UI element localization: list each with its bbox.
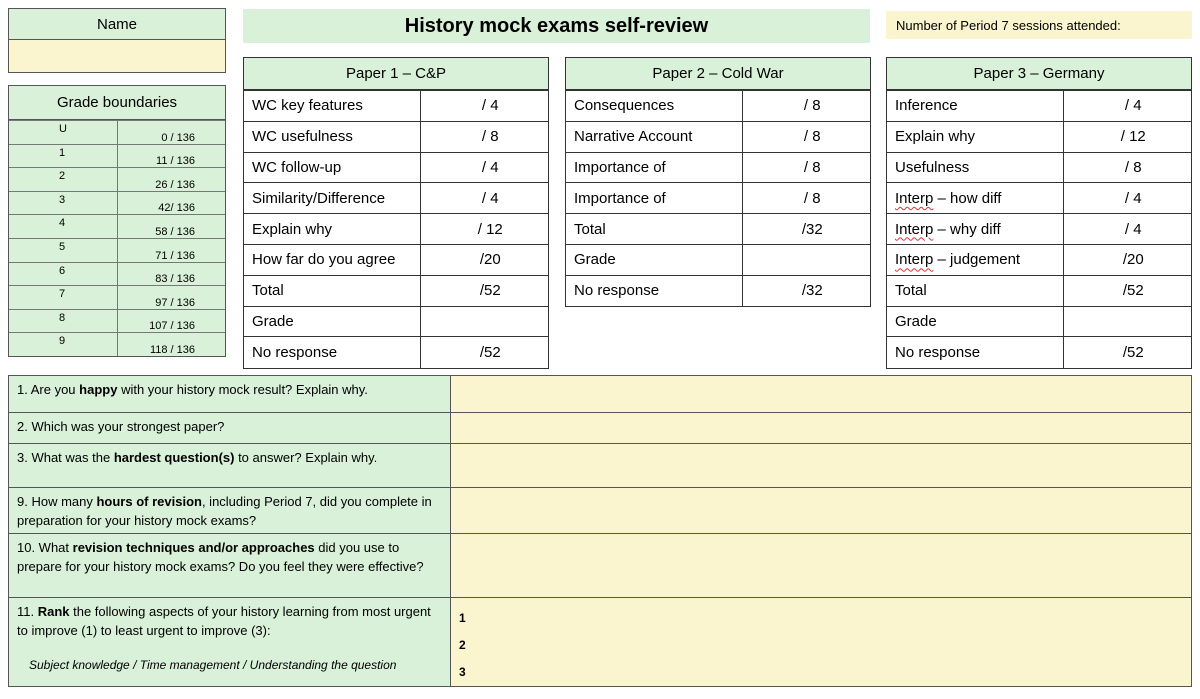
mark-cell[interactable]: /52	[1063, 275, 1191, 306]
grade-boundary-value: 0 / 136	[117, 121, 225, 145]
mark-cell[interactable]: / 12	[420, 214, 548, 245]
mark-cell[interactable]	[420, 306, 548, 337]
mark-cell[interactable]: /32	[742, 275, 870, 306]
grade-boundary-value: 107 / 136	[117, 309, 225, 333]
paper-row	[566, 152, 870, 183]
question-type-label: WC usefulness	[244, 121, 420, 152]
questions-table	[8, 375, 1192, 687]
question-type-label: Total	[887, 275, 1063, 306]
question-type-label: Explain why	[887, 121, 1063, 152]
paper-row	[887, 91, 1191, 122]
paper-row	[566, 244, 870, 275]
grade-boundary-row	[9, 286, 225, 310]
interp-suffix-label: – judgement	[933, 251, 1021, 269]
name-label: Name	[8, 8, 226, 40]
rank-1-label: 1	[459, 611, 466, 625]
mark-cell[interactable]: / 8	[742, 152, 870, 183]
grade-boundary-value: 97 / 136	[117, 286, 225, 310]
mark-cell[interactable]: / 8	[420, 121, 548, 152]
mark-cell[interactable]: / 4	[420, 152, 548, 183]
question-row-2	[9, 413, 1191, 444]
rank-2-label: 2	[459, 638, 466, 652]
paper-row	[887, 306, 1191, 337]
grade-boundaries-title: Grade boundaries	[9, 86, 225, 120]
question-11: 11. Rank the following aspects of your history learning from most urgent to improve (1) to least urgent to improve (3): Subject knowledge / Time management / Understanding the question	[9, 598, 451, 686]
question-type-label: Grade	[566, 244, 742, 275]
question-type-label: No response	[887, 337, 1063, 368]
question-type-label: Importance of	[566, 183, 742, 214]
mark-cell[interactable]: / 8	[742, 183, 870, 214]
question-3: 3. What was the hardest question(s) to answer? Explain why.	[9, 444, 451, 487]
paper-1-title: Paper 1 – C&P	[244, 58, 548, 90]
question-type-label: Narrative Account	[566, 121, 742, 152]
question-type-label: Inference	[887, 91, 1063, 122]
question-1: 1. Are you happy with your history mock result? Explain why.	[9, 376, 451, 412]
grade-boundary-row	[9, 309, 225, 333]
paper-row	[887, 183, 1191, 214]
paper-row	[566, 183, 870, 214]
question-type-label	[887, 244, 1063, 275]
grade-boundary-row	[9, 333, 225, 357]
paper-row	[244, 183, 548, 214]
paper-row	[887, 214, 1191, 245]
paper-row	[244, 91, 548, 122]
mark-cell[interactable]: / 8	[742, 121, 870, 152]
question-type-label: Similarity/Difference	[244, 183, 420, 214]
question-type-label: Explain why	[244, 214, 420, 245]
grade-boundary-row	[9, 121, 225, 145]
answer-11-field[interactable]	[451, 598, 1191, 686]
paper-row	[244, 121, 548, 152]
mark-cell[interactable]: / 8	[742, 91, 870, 122]
mark-cell[interactable]: /52	[1063, 337, 1191, 368]
question-row-9	[9, 488, 1191, 534]
grade-boundary-value: 11 / 136	[117, 144, 225, 168]
paper-row	[566, 275, 870, 306]
question-row-10	[9, 534, 1191, 598]
paper-row	[244, 214, 548, 245]
paper-row	[887, 152, 1191, 183]
paper-row	[244, 337, 548, 368]
grade-boundary-value: 83 / 136	[117, 262, 225, 286]
paper-row	[566, 91, 870, 122]
mark-cell[interactable]: /32	[742, 214, 870, 245]
rank-aspects: Subject knowledge / Time management / Understanding the question	[29, 658, 397, 672]
question-type-label	[887, 183, 1063, 214]
interp-suffix-label: – why diff	[933, 220, 1001, 238]
mark-cell[interactable]: /52	[420, 275, 548, 306]
question-type-label	[887, 214, 1063, 245]
interp-label: Interp	[895, 220, 934, 238]
paper-3-title: Paper 3 – Germany	[887, 58, 1191, 90]
grade-boundary-value: 71 / 136	[117, 238, 225, 262]
grade-boundary-row	[9, 215, 225, 239]
grade-boundary-value: 58 / 136	[117, 215, 225, 239]
mark-cell[interactable]: / 4	[420, 183, 548, 214]
question-10: 10. What revision techniques and/or approaches did you use to prepare for your history mock exams? Do you feel they were effective?	[9, 534, 451, 597]
question-type-label: No response	[244, 337, 420, 368]
grade-label: 5	[9, 238, 117, 262]
mark-cell[interactable]: /20	[1063, 244, 1191, 275]
mark-cell[interactable]: / 12	[1063, 121, 1191, 152]
grade-label: U	[9, 121, 117, 145]
grade-boundary-value: 118 / 136	[117, 333, 225, 357]
question-type-label: How far do you agree	[244, 244, 420, 275]
paper-row	[566, 121, 870, 152]
grade-boundary-row	[9, 262, 225, 286]
mark-cell[interactable]: / 4	[1063, 183, 1191, 214]
period7-sessions-field[interactable]: Number of Period 7 sessions attended:	[886, 11, 1192, 39]
grade-boundary-row	[9, 168, 225, 192]
question-row-11	[9, 598, 1191, 686]
paper-row	[244, 244, 548, 275]
question-type-label: Usefulness	[887, 152, 1063, 183]
question-type-label: Total	[244, 275, 420, 306]
answer-3-field[interactable]	[451, 444, 1191, 487]
grade-boundary-value: 26 / 136	[117, 168, 225, 192]
paper-2-table	[565, 57, 871, 307]
mark-cell[interactable]: / 4	[1063, 91, 1191, 122]
grade-label: 9	[9, 333, 117, 357]
grade-label: 4	[9, 215, 117, 239]
question-type-label: Importance of	[566, 152, 742, 183]
paper-row	[887, 244, 1191, 275]
answer-10-field[interactable]	[451, 534, 1191, 597]
paper-row	[566, 214, 870, 245]
grade-label: 6	[9, 262, 117, 286]
paper-2-title: Paper 2 – Cold War	[566, 58, 870, 90]
paper-3-table	[886, 57, 1192, 369]
answer-2-field[interactable]	[451, 413, 1191, 443]
question-type-label: No response	[566, 275, 742, 306]
interp-suffix-label: – how diff	[933, 189, 1002, 207]
mark-cell[interactable]: / 4	[420, 91, 548, 122]
answer-9-field[interactable]	[451, 488, 1191, 533]
grade-boundary-row	[9, 238, 225, 262]
question-type-label: WC follow-up	[244, 152, 420, 183]
grade-label: 3	[9, 191, 117, 215]
question-2: 2. Which was your strongest paper?	[9, 413, 451, 443]
paper-row	[244, 275, 548, 306]
paper-row	[887, 275, 1191, 306]
question-row-1	[9, 376, 1191, 413]
mark-cell[interactable]	[742, 244, 870, 275]
mark-cell[interactable]: /52	[420, 337, 548, 368]
mark-cell[interactable]: / 4	[1063, 214, 1191, 245]
mark-cell[interactable]: /20	[420, 244, 548, 275]
page-title: History mock exams self-review	[243, 9, 870, 43]
answer-1-field[interactable]	[451, 376, 1191, 412]
grade-label: 7	[9, 286, 117, 310]
paper-1-table	[243, 57, 549, 369]
rank-3-label: 3	[459, 665, 466, 679]
mark-cell[interactable]: / 8	[1063, 152, 1191, 183]
grade-label: 2	[9, 168, 117, 192]
grade-label: 1	[9, 144, 117, 168]
question-type-label: Grade	[244, 306, 420, 337]
grade-boundary-value: 42/ 136	[117, 191, 225, 215]
interp-label: Interp	[895, 189, 934, 207]
name-input[interactable]	[8, 39, 226, 73]
grade-boundary-row	[9, 191, 225, 215]
interp-label: Interp	[895, 251, 934, 269]
question-type-label: Grade	[887, 306, 1063, 337]
paper-row	[244, 306, 548, 337]
question-9: 9. How many hours of revision, including Period 7, did you complete in preparation for your history mock exams?	[9, 488, 451, 533]
grade-boundary-row	[9, 144, 225, 168]
mark-cell[interactable]	[1063, 306, 1191, 337]
grade-boundaries-table	[8, 85, 226, 357]
paper-row	[887, 337, 1191, 368]
paper-row	[887, 121, 1191, 152]
grade-label: 8	[9, 309, 117, 333]
question-row-3	[9, 444, 1191, 488]
question-type-label: WC key features	[244, 91, 420, 122]
question-type-label: Total	[566, 214, 742, 245]
question-type-label: Consequences	[566, 91, 742, 122]
paper-row	[244, 152, 548, 183]
